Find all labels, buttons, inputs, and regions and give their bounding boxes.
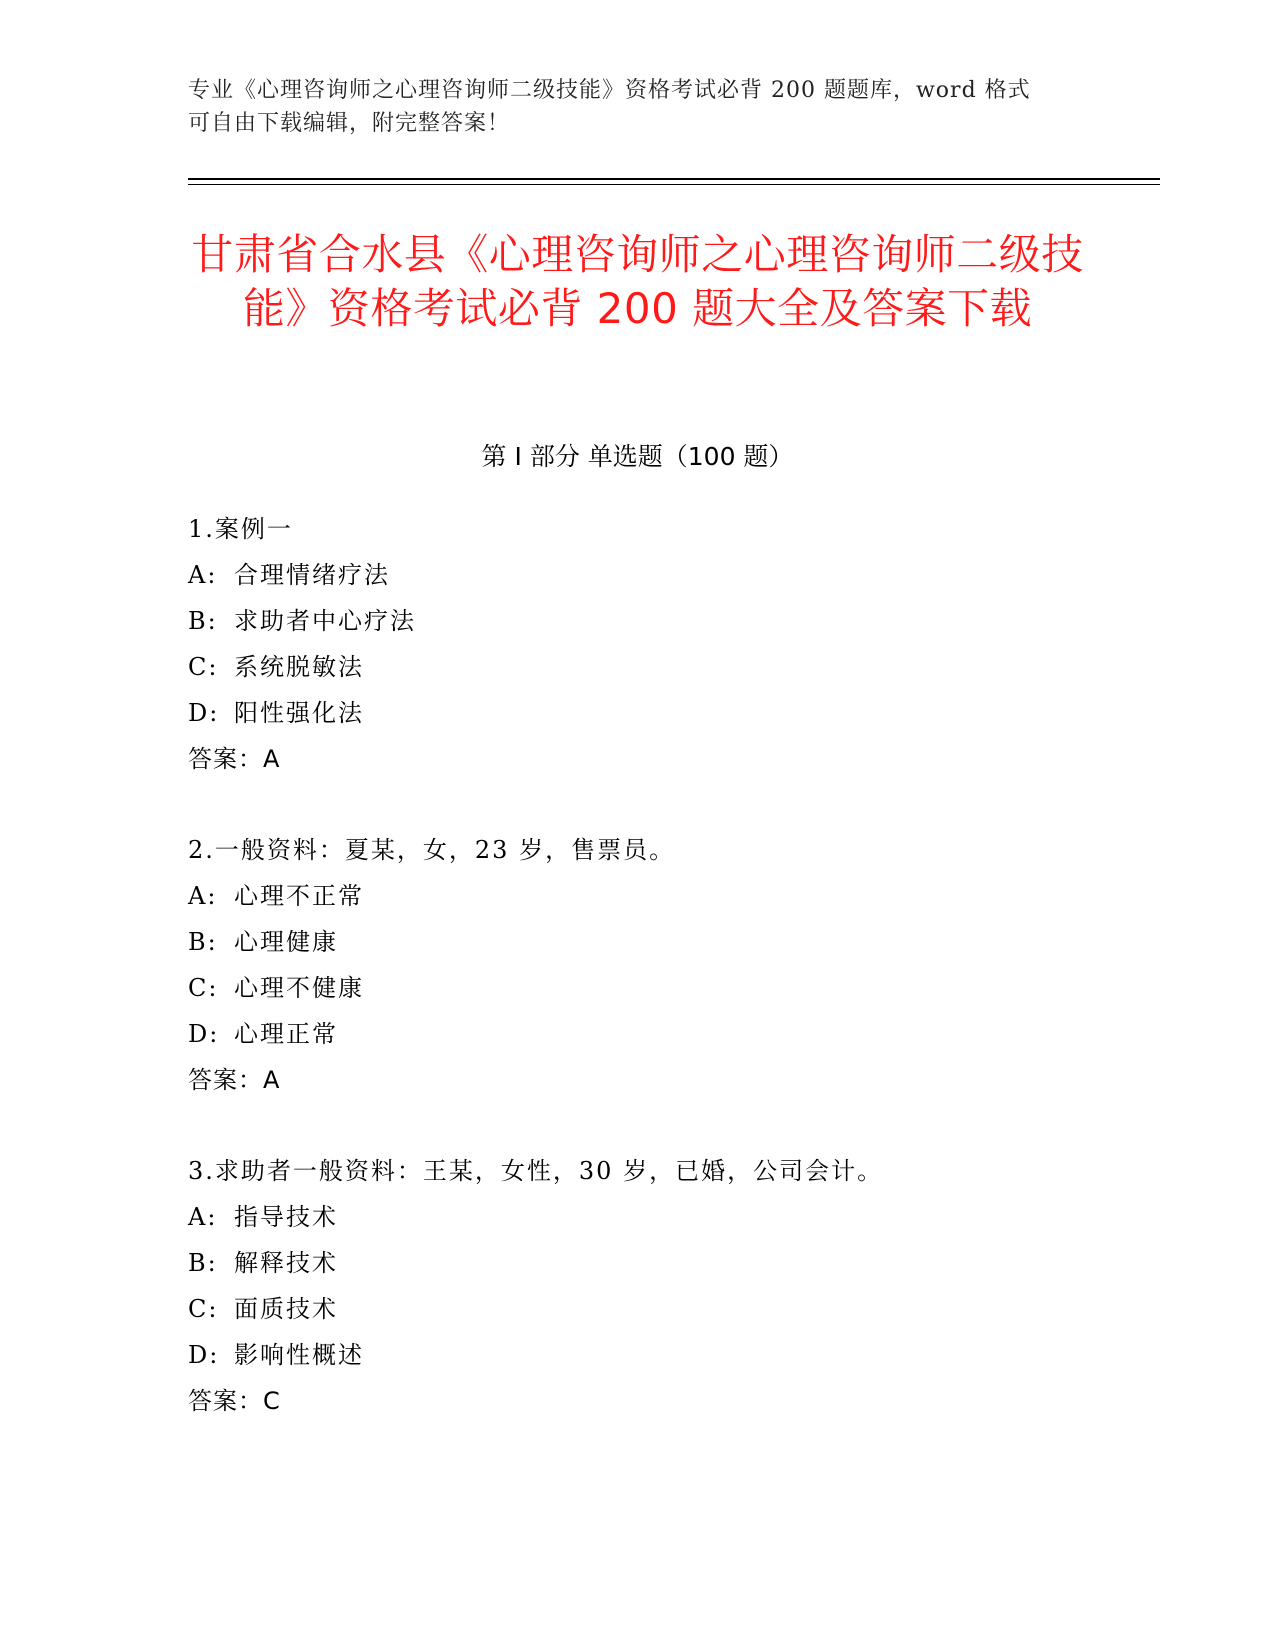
option-key: A: (188, 1203, 218, 1231)
option-c (188, 644, 1138, 690)
option-text: 系统脱敏法 (234, 653, 364, 681)
question-2 (188, 827, 1138, 1103)
option-text: 合理情绪疗法 (234, 561, 390, 589)
option-d (188, 690, 1138, 736)
option-text: 面质技术 (234, 1295, 338, 1323)
option-d (188, 1011, 1138, 1057)
option-key: D: (188, 1341, 220, 1369)
section-heading: 第 I 部分 单选题（100 题） (481, 442, 794, 471)
option-key: B: (188, 1249, 218, 1277)
option-text: 解释技术 (234, 1249, 338, 1277)
header-note (188, 74, 1088, 140)
option-c (188, 1286, 1138, 1332)
option-text: 心理不正常 (234, 882, 364, 910)
option-b (188, 598, 1138, 644)
header-note-line-2: 可自由下载编辑，附完整答案！ (188, 111, 511, 136)
option-b (188, 919, 1138, 965)
option-text: 心理不健康 (234, 974, 364, 1002)
option-a (188, 873, 1138, 919)
option-key: C: (188, 1295, 219, 1323)
option-text: 阳性强化法 (234, 699, 364, 727)
option-key: B: (188, 607, 218, 635)
option-b (188, 1240, 1138, 1286)
header-divider-thin (188, 184, 1160, 185)
option-c (188, 965, 1138, 1011)
answer-line: 答案：A (188, 1066, 281, 1094)
option-a (188, 1194, 1138, 1240)
question-stem: 2.一般资料：夏某，女，23 岁，售票员。 (188, 836, 676, 864)
option-key: A: (188, 882, 218, 910)
option-key: D: (188, 1020, 220, 1048)
option-key: B: (188, 928, 218, 956)
option-text: 心理正常 (234, 1020, 338, 1048)
option-key: D: (188, 699, 220, 727)
option-text: 影响性概述 (234, 1341, 364, 1369)
option-a (188, 552, 1138, 598)
header-divider-thick (188, 178, 1160, 180)
option-key: A: (188, 561, 218, 589)
document-title: 甘肃省合水县《心理咨询师之心理咨询师二级技能》资格考试必背 200 题大全及答案下载 (191, 230, 1084, 333)
answer-line: 答案：A (188, 745, 281, 773)
question-3 (188, 1148, 1138, 1424)
answer-line: 答案：C (188, 1387, 281, 1415)
option-d (188, 1332, 1138, 1378)
option-key: C: (188, 974, 219, 1002)
question-1 (188, 506, 1138, 782)
option-text: 指导技术 (234, 1203, 338, 1231)
question-stem: 3.求助者一般资料：王某，女性，30 岁，已婚，公司会计。 (188, 1157, 884, 1185)
option-key: C: (188, 653, 219, 681)
header-note-line-1: 专业《心理咨询师之心理咨询师二级技能》资格考试必背 200 题题库，word 格式 (188, 78, 1031, 103)
option-text: 求助者中心疗法 (234, 607, 416, 635)
option-text: 心理健康 (234, 928, 338, 956)
question-stem: 1.案例一 (188, 515, 293, 543)
